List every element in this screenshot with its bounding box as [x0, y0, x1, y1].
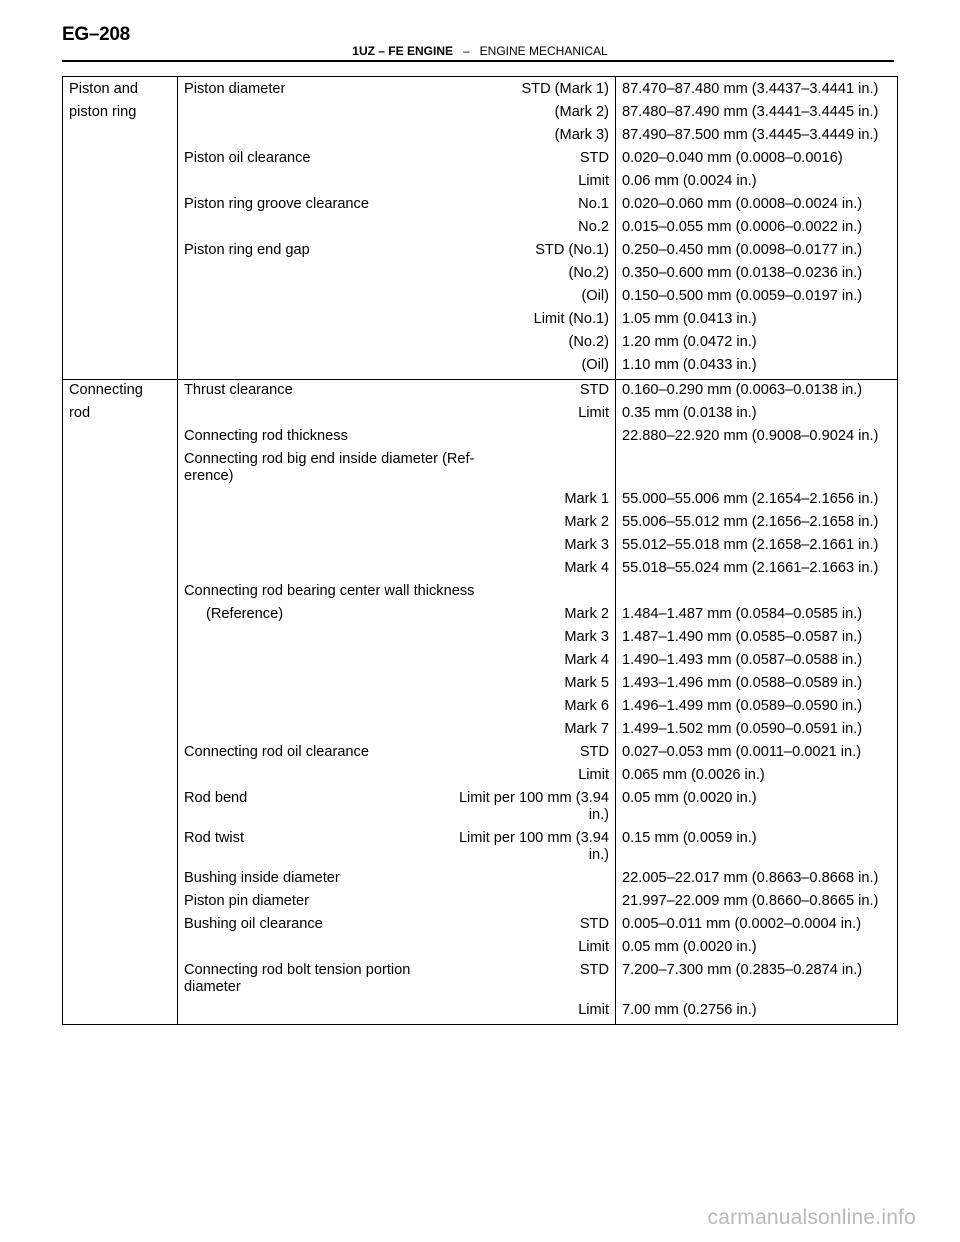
value-cell: 1.487–1.490 mm (0.0585–0.0587 in.) — [616, 627, 898, 650]
condition-cell — [439, 868, 616, 891]
table-row — [63, 673, 898, 696]
condition-cell — [439, 426, 616, 449]
condition-cell: Mark 6 — [439, 696, 616, 719]
condition-cell: STD — [439, 960, 616, 1000]
spec-table — [62, 76, 898, 1025]
spec-name-cell — [178, 489, 440, 512]
spec-name-cell: Connecting rod oil clearance — [184, 744, 369, 760]
item-cell — [63, 937, 178, 960]
spec-name-cell: Piston oil clearance — [184, 150, 311, 166]
spec-name-cell — [178, 627, 440, 650]
value-cell: 0.065 mm (0.0026 in.) — [616, 765, 898, 788]
table-row — [63, 788, 898, 828]
value-cell: 0.06 mm (0.0024 in.) — [616, 171, 898, 194]
value-cell — [616, 449, 898, 489]
header-separator: – — [462, 44, 470, 58]
spec-name-cell — [178, 125, 440, 148]
table-row — [63, 828, 898, 868]
table-row — [63, 604, 898, 627]
item-cell — [63, 627, 178, 650]
watermark: carmanualsonline.info — [707, 1206, 916, 1229]
item-cell — [63, 512, 178, 535]
condition-cell: Limit — [439, 937, 616, 960]
spec-name-cell: Piston diameter — [178, 77, 440, 103]
spec-name-cell — [178, 535, 440, 558]
table-row — [63, 148, 898, 171]
condition-cell: Limit — [439, 1000, 616, 1025]
value-cell: 0.020–0.040 mm (0.0008–0.0016) — [616, 148, 898, 171]
condition-cell: Mark 2 — [439, 512, 616, 535]
spec-name-cell: Piston pin diameter — [184, 893, 309, 909]
item-cell — [63, 355, 178, 380]
condition-cell: Limit per 100 mm (3.94 in.) — [439, 788, 616, 828]
item-cell: rod — [63, 403, 178, 426]
condition-cell: (No.2) — [439, 332, 616, 355]
condition-cell: STD — [439, 148, 616, 171]
table-row — [63, 868, 898, 891]
table-row — [63, 696, 898, 719]
spec-name-cell — [178, 650, 440, 673]
spec-table-body — [63, 77, 898, 1025]
spec-name-cell: Connecting rod bolt tension portion diameter — [184, 962, 411, 995]
item-cell: Connecting — [63, 380, 178, 404]
value-cell: 55.012–55.018 mm (2.1658–2.1661 in.) — [616, 535, 898, 558]
value-cell: 0.005–0.011 mm (0.0002–0.0004 in.) — [616, 914, 898, 937]
value-cell: 1.490–1.493 mm (0.0587–0.0588 in.) — [616, 650, 898, 673]
value-cell: 0.150–0.500 mm (0.0059–0.0197 in.) — [616, 286, 898, 309]
condition-cell: (No.2) — [439, 263, 616, 286]
section-title: ENGINE MECHANICAL — [479, 44, 608, 58]
table-row — [63, 558, 898, 581]
table-row — [63, 263, 898, 286]
condition-cell: Limit — [439, 171, 616, 194]
spec-name-cell — [178, 765, 440, 788]
item-cell — [63, 828, 178, 868]
condition-cell: STD (Mark 1) — [439, 77, 616, 103]
running-header — [0, 44, 960, 58]
condition-cell: Limit per 100 mm (3.94 in.) — [439, 828, 616, 868]
spec-name-cell — [178, 355, 440, 380]
item-cell — [63, 891, 178, 914]
table-row — [63, 194, 898, 217]
spec-name-cell — [178, 286, 440, 309]
condition-cell: (Mark 2) — [439, 102, 616, 125]
item-cell — [63, 788, 178, 828]
value-cell: 1.20 mm (0.0472 in.) — [616, 332, 898, 355]
item-cell — [63, 960, 178, 1000]
spec-name-cell: Connecting rod thickness — [184, 428, 348, 444]
value-cell — [616, 581, 898, 604]
condition-cell: No.2 — [439, 217, 616, 240]
table-row — [63, 217, 898, 240]
item-cell — [63, 765, 178, 788]
value-cell: 1.499–1.502 mm (0.0590–0.0591 in.) — [616, 719, 898, 742]
spec-name-cell — [178, 1000, 440, 1025]
table-row — [63, 125, 898, 148]
item-cell — [63, 558, 178, 581]
item-cell: Piston and — [63, 77, 178, 103]
spec-name-cell: Connecting rod bearing center wall thickness — [178, 581, 616, 604]
item-cell — [63, 581, 178, 604]
spec-name-cell: Piston ring end gap — [184, 242, 310, 258]
value-cell: 0.350–0.600 mm (0.0138–0.0236 in.) — [616, 263, 898, 286]
item-cell — [63, 868, 178, 891]
condition-cell: Limit — [439, 403, 616, 426]
item-cell — [63, 125, 178, 148]
table-row — [63, 937, 898, 960]
spec-name-cell: Thrust clearance — [178, 380, 440, 404]
condition-cell: STD — [439, 380, 616, 404]
engine-title: 1UZ – FE ENGINE — [352, 44, 453, 58]
table-row — [63, 891, 898, 914]
value-cell: 0.05 mm (0.0020 in.) — [616, 937, 898, 960]
value-cell: 7.00 mm (0.2756 in.) — [616, 1000, 898, 1025]
value-cell: 1.484–1.487 mm (0.0584–0.0585 in.) — [616, 604, 898, 627]
item-cell — [63, 489, 178, 512]
table-row — [63, 355, 898, 380]
value-cell: 21.997–22.009 mm (0.8660–0.8665 in.) — [616, 891, 898, 914]
spec-name-cell: Bushing oil clearance — [184, 916, 323, 932]
item-cell — [63, 449, 178, 489]
table-row — [63, 380, 898, 404]
table-row — [63, 332, 898, 355]
item-cell — [63, 217, 178, 240]
spec-name-cell — [178, 217, 440, 240]
table-row — [63, 426, 898, 449]
spec-name-cell — [178, 696, 440, 719]
item-cell — [63, 1000, 178, 1025]
table-row — [63, 489, 898, 512]
condition-cell: Mark 3 — [439, 627, 616, 650]
item-cell — [63, 719, 178, 742]
spec-name-cell — [178, 332, 440, 355]
value-cell: 87.480–87.490 mm (3.4441–3.4445 in.) — [616, 102, 898, 125]
item-cell — [63, 171, 178, 194]
value-cell: 55.018–55.024 mm (2.1661–2.1663 in.) — [616, 558, 898, 581]
value-cell: 55.000–55.006 mm (2.1654–2.1656 in.) — [616, 489, 898, 512]
value-cell: 1.10 mm (0.0433 in.) — [616, 355, 898, 380]
spec-name-cell: Piston ring groove clearance — [184, 196, 369, 212]
spec-name-cell — [178, 673, 440, 696]
spec-name-cell — [178, 558, 440, 581]
condition-cell: Mark 3 — [439, 535, 616, 558]
item-cell — [63, 673, 178, 696]
table-row — [63, 77, 898, 103]
table-row — [63, 102, 898, 125]
table-row — [63, 171, 898, 194]
condition-cell: (Oil) — [439, 355, 616, 380]
spec-name-cell — [178, 512, 440, 535]
item-cell — [63, 914, 178, 937]
table-row — [63, 512, 898, 535]
value-cell: 0.027–0.053 mm (0.0011–0.0021 in.) — [616, 742, 898, 765]
spec-name-cell — [178, 403, 440, 426]
condition-cell: Mark 1 — [439, 489, 616, 512]
spec-name-cell: Connecting rod big end inside diameter (Ref- erence) — [178, 449, 616, 489]
item-cell — [63, 240, 178, 263]
table-row — [63, 960, 898, 1000]
item-cell: piston ring — [63, 102, 178, 125]
value-cell: 87.470–87.480 mm (3.4437–3.4441 in.) — [616, 77, 898, 103]
table-row — [63, 449, 898, 489]
item-cell — [63, 742, 178, 765]
table-row — [63, 742, 898, 765]
condition-cell: Limit (No.1) — [439, 309, 616, 332]
item-cell — [63, 604, 178, 627]
condition-cell: (Mark 3) — [439, 125, 616, 148]
spec-name-cell — [178, 263, 440, 286]
value-cell: 1.496–1.499 mm (0.0589–0.0590 in.) — [616, 696, 898, 719]
item-cell — [63, 194, 178, 217]
condition-cell: (Oil) — [439, 286, 616, 309]
value-cell: 0.160–0.290 mm (0.0063–0.0138 in.) — [616, 380, 898, 404]
value-cell: 1.493–1.496 mm (0.0588–0.0589 in.) — [616, 673, 898, 696]
table-row — [63, 719, 898, 742]
spec-name-cell — [178, 309, 440, 332]
condition-cell: STD — [439, 742, 616, 765]
table-row — [63, 581, 898, 604]
spec-name-cell: Bushing inside diameter — [184, 870, 340, 886]
value-cell: 0.15 mm (0.0059 in.) — [616, 828, 898, 868]
value-cell: 0.015–0.055 mm (0.0006–0.0022 in.) — [616, 217, 898, 240]
page-number: EG–208 — [62, 24, 130, 45]
item-cell — [63, 148, 178, 171]
item-cell — [63, 332, 178, 355]
item-cell — [63, 696, 178, 719]
condition-cell: Mark 5 — [439, 673, 616, 696]
item-cell — [63, 286, 178, 309]
value-cell: 0.020–0.060 mm (0.0008–0.0024 in.) — [616, 194, 898, 217]
condition-cell: Mark 4 — [439, 558, 616, 581]
condition-cell: Mark 2 — [439, 604, 616, 627]
table-row — [63, 309, 898, 332]
table-row — [63, 403, 898, 426]
table-row — [63, 240, 898, 263]
value-cell: 22.005–22.017 mm (0.8663–0.8668 in.) — [616, 868, 898, 891]
value-cell: 0.05 mm (0.0020 in.) — [616, 788, 898, 828]
spec-name-cell: Rod twist — [184, 830, 245, 846]
spec-name-cell: (Reference) — [206, 606, 284, 622]
table-row — [63, 627, 898, 650]
spec-name-cell — [178, 719, 440, 742]
spec-name-cell — [178, 937, 440, 960]
table-row — [63, 535, 898, 558]
table-row — [63, 765, 898, 788]
item-cell — [63, 535, 178, 558]
condition-cell: Limit — [439, 765, 616, 788]
value-cell: 87.490–87.500 mm (3.4445–3.4449 in.) — [616, 125, 898, 148]
condition-cell: STD — [439, 914, 616, 937]
value-cell: 1.05 mm (0.0413 in.) — [616, 309, 898, 332]
table-row — [63, 650, 898, 673]
spec-name-cell — [178, 171, 440, 194]
condition-cell: STD (No.1) — [439, 240, 616, 263]
table-row — [63, 286, 898, 309]
condition-cell: Mark 7 — [439, 719, 616, 742]
item-cell — [63, 263, 178, 286]
item-cell — [63, 650, 178, 673]
table-row — [63, 914, 898, 937]
value-cell: 7.200–7.300 mm (0.2835–0.2874 in.) — [616, 960, 898, 1000]
item-cell — [63, 309, 178, 332]
table-row — [63, 1000, 898, 1025]
value-cell: 0.250–0.450 mm (0.0098–0.0177 in.) — [616, 240, 898, 263]
condition-cell: Mark 4 — [439, 650, 616, 673]
condition-cell: No.1 — [439, 194, 616, 217]
value-cell: 0.35 mm (0.0138 in.) — [616, 403, 898, 426]
spec-name-cell: Rod bend — [184, 790, 248, 806]
value-cell: 22.880–22.920 mm (0.9008–0.9024 in.) — [616, 426, 898, 449]
header-rule — [62, 60, 894, 62]
value-cell: 55.006–55.012 mm (2.1656–2.1658 in.) — [616, 512, 898, 535]
item-cell — [63, 426, 178, 449]
spec-name-cell — [178, 102, 440, 125]
condition-cell — [439, 891, 616, 914]
